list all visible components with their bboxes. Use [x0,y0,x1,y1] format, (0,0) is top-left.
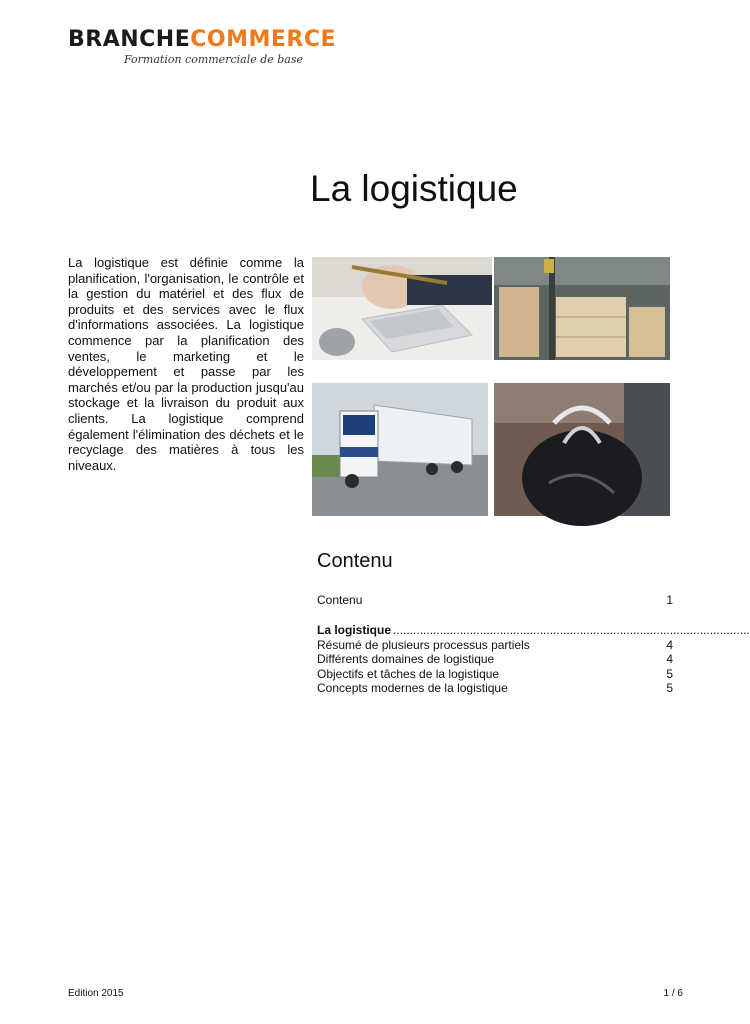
toc-section-list [317,623,750,696]
toc-heading: Contenu [317,550,393,572]
toc-entry-page: 4 [666,637,673,652]
footer-page-number: 1 / 6 [663,988,683,999]
calculator-pen-photo [312,257,492,360]
toc-entry-row[interactable] [317,681,673,696]
toc-entry-label: Différents domaines de logistique [317,652,495,667]
toc-entry-label: Objectifs et tâches de la logistique [317,666,500,681]
toc-entry-page: 4 [666,652,673,667]
toc-first-entry[interactable] [317,593,673,608]
brand-name-part1: BRANCHE [68,27,191,52]
warehouse-crates-photo [494,257,670,360]
page-title: La logistique [310,168,518,209]
toc-leader: ........................................................................................................... [393,623,750,637]
brand-name-part2: COMMERCE [190,27,337,52]
toc-entry-page: 5 [666,666,673,681]
footer-edition: Edition 2015 [68,988,124,999]
toc-section-label: La logistique [317,623,392,637]
toc-entry-page: 5 [666,681,673,696]
toc-entry-row[interactable] [317,652,673,667]
brand-name [68,27,337,52]
brand-logo [68,27,337,70]
toc-entry-row[interactable] [317,638,673,653]
toc-entry-row[interactable] [317,667,673,682]
brand-tagline: Formation commerciale de base [124,53,304,66]
toc-entry-label: Résumé de plusieurs processus partiels [317,637,530,652]
toc-entry-label: Contenu [317,593,363,607]
toc-section-row[interactable] [317,623,750,638]
toc-entry-label: Concepts modernes de la logistique [317,681,508,696]
intro-paragraph: La logistique est définie comme la planification, l'organisation, le contrôle et la gestion du matériel et des flux de produits et des services avec le flux d'informations associées. La logistique commence par la planification des ventes, le marketing et le développement et passe par les marchés et/ou par la production jusqu'au stockage et la livraison du produit aux clients. La logistique comprend également l'élimination des déchets et le recyclage des matières à tous les niveaux. [68,255,304,473]
truck-photo [312,383,488,516]
garbage-bag-photo [494,383,670,516]
toc-entry-page: 1 [666,593,673,607]
